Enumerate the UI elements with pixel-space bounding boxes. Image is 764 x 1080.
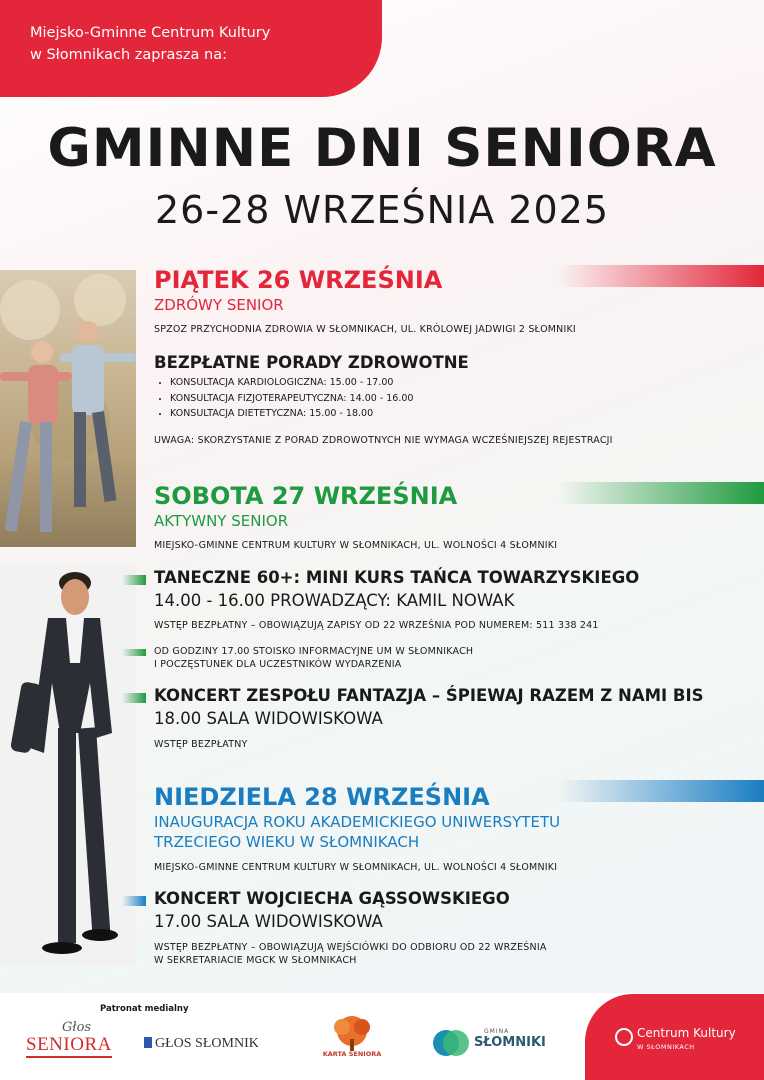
ck-subtitle: W SŁOMNIKACH bbox=[637, 1043, 695, 1051]
karta-seniora-logo bbox=[322, 1014, 382, 1070]
event-title: GMINNE DNI SENIORA bbox=[47, 118, 717, 179]
event-dates: 26-28 WRZEŚNIA 2025 bbox=[154, 188, 610, 232]
blue-marker bbox=[122, 896, 146, 906]
gassowski-concert-detail: 17.00 SALA WIDOWISKOWA bbox=[154, 912, 383, 931]
sunday-theme-line-1: INAUGURACJA ROKU AKADEMICKIEGO UNIWERSYTETU bbox=[154, 813, 561, 831]
gmina-label: GMINA bbox=[484, 1028, 510, 1035]
dance-course-detail: 14.00 - 16.00 PROWADZĄCY: KAMIL NOWAK bbox=[154, 591, 515, 610]
info-stand-line-2: I POCZĘSTUNEK DLA UCZESTNIKÓW WYDARZENIA bbox=[154, 659, 402, 670]
glos-seniora-wordmark: SENIORA bbox=[26, 1034, 112, 1058]
gassowski-concert-title: KONCERT WOJCIECHA GĄSSOWSKIEGO bbox=[154, 889, 510, 908]
organizer-badge bbox=[0, 0, 382, 97]
sunday-accent-bar bbox=[558, 780, 764, 802]
green-marker bbox=[122, 575, 146, 585]
glos-seniora-script: Głos bbox=[62, 1020, 92, 1035]
friday-venue: SPZOZ PRZYCHODNIA ZDROWIA W SŁOMNIKACH, UL. KRÓLOWEJ JADWIGI 2 SŁOMNIKI bbox=[154, 324, 576, 335]
friday-accent-bar bbox=[558, 265, 764, 287]
gmina-emblem-icon bbox=[432, 1028, 470, 1058]
sunday-venue: MIEJSKO-GMINNE CENTRUM KULTURY W SŁOMNIKACH, UL. WOLNOŚCI 4 SŁOMNIKI bbox=[154, 862, 558, 873]
gmina-slomniki-logo bbox=[432, 1026, 552, 1060]
gassowski-note-line-2: W SEKRETARIACIE MGCK W SŁOMNIKACH bbox=[154, 955, 357, 966]
fantazja-concert-title: KONCERT ZESPOŁU FANTAZJA – ŚPIEWAJ RAZEM Z NAMI BIS bbox=[154, 686, 704, 705]
friday-event-title: BEZPŁATNE PORADY ZDROWOTNE bbox=[154, 353, 469, 372]
saturday-venue: MIEJSKO-GMINNE CENTRUM KULTURY W SŁOMNIKACH, UL. WOLNOŚCI 4 SŁOMNIKI bbox=[154, 540, 558, 551]
friday-note: UWAGA: SKORZYSTANIE Z PORAD ZDROWOTNYCH NIE WYMAGA WCZEŚNIEJSZEJ REJESTRACJI bbox=[154, 435, 613, 446]
sunday-theme-line-2: TRZECIEGO WIEKU W SŁOMNIKACH bbox=[154, 833, 420, 851]
glos-slomnik-logo bbox=[144, 1036, 259, 1052]
ck-emblem-icon bbox=[615, 1028, 633, 1046]
consultation-item: • KONSULTACJA DIETETYCZNA: 15.00 - 18.00 bbox=[170, 406, 574, 422]
slomniki-wordmark: SŁOMNIKI bbox=[474, 1035, 546, 1050]
green-marker bbox=[122, 693, 146, 703]
centrum-kultury-logo bbox=[585, 994, 764, 1080]
consultation-item: • KONSULTACJA FIZJOTERAPEUTYCZNA: 14.00 - 16.00 bbox=[170, 391, 574, 407]
coat-of-arms-icon bbox=[144, 1037, 152, 1048]
friday-consultations-list bbox=[154, 375, 574, 422]
green-marker bbox=[122, 649, 146, 656]
seniors-exercise-photo bbox=[0, 270, 136, 547]
dance-course-title: TANECZNE 60+: MINI KURS TAŃCA TOWARZYSKIEGO bbox=[154, 568, 640, 587]
glos-slomnik-wordmark: GŁOS SŁOMNIK bbox=[155, 1036, 259, 1051]
invite-line-1: Miejsko-Gminne Centrum Kultury bbox=[30, 25, 271, 41]
glos-seniora-logo bbox=[26, 1020, 110, 1056]
friday-theme: ZDRÓWY SENIOR bbox=[154, 296, 284, 314]
saturday-heading: SOBOTA 27 WRZEŚNIA bbox=[154, 482, 458, 510]
consultation-item: • KONSULTACJA KARDIOLOGICZNA: 15.00 - 17.00 bbox=[170, 375, 574, 391]
tree-icon bbox=[322, 1014, 382, 1052]
fantazja-concert-detail: 18.00 SALA WIDOWISKOWA bbox=[154, 709, 383, 728]
gassowski-note-line-1: WSTĘP BEZPŁATNY – OBOWIĄZUJĄ WEJŚCIÓWKI DO ODBIORU OD 22 WRZEŚNIA bbox=[154, 942, 547, 953]
singer-portrait-photo bbox=[0, 563, 136, 966]
friday-heading: PIĄTEK 26 WRZEŚNIA bbox=[154, 266, 443, 294]
sunday-heading: NIEDZIELA 28 WRZEŚNIA bbox=[154, 783, 490, 811]
fantazja-concert-note: WSTĘP BEZPŁATNY bbox=[154, 739, 248, 750]
dance-course-note: WSTĘP BEZPŁATNY – OBOWIĄZUJĄ ZAPISY OD 22 WRZEŚNIA POD NUMEREM: 511 338 241 bbox=[154, 620, 599, 631]
karta-seniora-wordmark: KARTA SENIORA bbox=[322, 1050, 382, 1058]
info-stand-line-1: OD GODZINY 17.00 STOISKO INFORMACYJNE UM W SŁOMNIKACH bbox=[154, 646, 474, 657]
saturday-theme: AKTYWNY SENIOR bbox=[154, 512, 289, 530]
invite-line-2: w Słomnikach zaprasza na: bbox=[30, 47, 227, 63]
ck-wordmark: Centrum Kultury bbox=[637, 1026, 736, 1040]
saturday-accent-bar bbox=[558, 482, 764, 504]
patronage-label: Patronat medialny bbox=[100, 1004, 189, 1014]
